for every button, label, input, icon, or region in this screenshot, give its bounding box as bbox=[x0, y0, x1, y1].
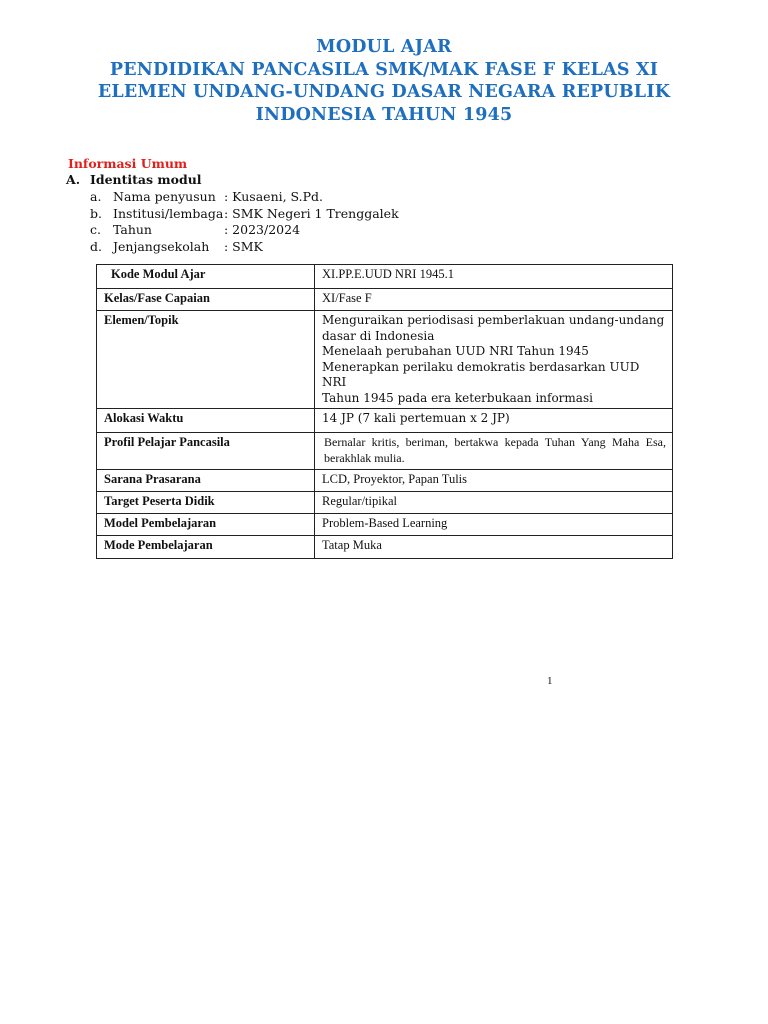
list-marker: b. bbox=[90, 205, 102, 221]
page-number: 1 bbox=[547, 675, 553, 687]
table-value: Tatap Muka bbox=[315, 536, 673, 559]
table-row bbox=[97, 265, 673, 289]
table-row bbox=[97, 470, 673, 492]
identity-label: Institusi/lembaga bbox=[113, 205, 224, 221]
list-marker: d. bbox=[90, 238, 102, 254]
table-key: Kelas/Fase Capaian bbox=[97, 289, 315, 311]
table-row bbox=[97, 409, 673, 433]
topic-line: Tahun 1945 pada era keterbukaan informasi bbox=[322, 390, 593, 405]
title-line-2: PENDIDIKAN PANCASILA SMK/MAK FASE F KELAS XI bbox=[109, 59, 659, 80]
table-key: Model Pembelajaran bbox=[97, 514, 315, 536]
table-row bbox=[97, 514, 673, 536]
identity-label: Nama penyusun bbox=[113, 189, 216, 204]
table-value-topics bbox=[315, 311, 673, 409]
subsection-heading bbox=[66, 172, 202, 187]
topic-line: Menelaah perubahan UUD NRI Tahun 1945 bbox=[322, 344, 589, 358]
table-value: 14 JP (7 kali pertemuan x 2 JP) bbox=[315, 409, 673, 433]
identity-list bbox=[90, 189, 399, 255]
table-value: XI.PP.E.UUD NRI 1945.1 bbox=[315, 265, 673, 289]
table-key: Alokasi Waktu bbox=[97, 409, 315, 433]
table-key: Elemen/Topik bbox=[97, 311, 315, 409]
table-value: Bernalar kritis, beriman, bertakwa kepada Tuhan Yang Maha Esa, berakhlak mulia. bbox=[315, 433, 673, 470]
identity-value: : SMK bbox=[224, 238, 263, 254]
subsection-marker: A. bbox=[66, 172, 81, 187]
identity-item-institution bbox=[90, 206, 399, 223]
table-key: Profil Pelajar Pancasila bbox=[97, 433, 315, 470]
module-info-table bbox=[96, 264, 673, 559]
table-row bbox=[97, 536, 673, 559]
topic-line: Menguraikan periodisasi pemberlakuan undang-undang bbox=[322, 313, 665, 327]
identity-label: Jenjangsekolah bbox=[113, 238, 210, 254]
identity-value: : Kusaeni, S.Pd. bbox=[224, 189, 324, 204]
table-key: Sarana Prasarana bbox=[97, 470, 315, 492]
title-line-3: ELEMEN UNDANG-UNDANG DASAR NEGARA REPUBLIK bbox=[97, 82, 671, 102]
table-key: Mode Pembelajaran bbox=[97, 536, 315, 559]
table-key: Target Peserta Didik bbox=[97, 492, 315, 514]
topic-line: Menerapkan perilaku demokratis berdasarkan UUD NRI bbox=[322, 359, 640, 389]
list-marker: c. bbox=[90, 222, 101, 237]
identity-value: : 2023/2024 bbox=[224, 222, 301, 237]
identity-item-year bbox=[90, 222, 399, 239]
identity-item-school-level bbox=[90, 239, 399, 256]
document-title bbox=[0, 36, 768, 126]
table-value: Problem-Based Learning bbox=[315, 514, 673, 536]
table-value: XI/Fase F bbox=[315, 289, 673, 311]
table-value: Regular/tipikal bbox=[315, 492, 673, 514]
table-row bbox=[97, 492, 673, 514]
title-line-4: INDONESIA TAHUN 1945 bbox=[255, 104, 513, 125]
table-row bbox=[97, 289, 673, 311]
list-marker: a. bbox=[90, 189, 102, 204]
section-heading: Informasi Umum bbox=[68, 156, 188, 171]
identity-value: : SMK Negeri 1 Trenggalek bbox=[224, 205, 399, 221]
topic-line: dasar di Indonesia bbox=[322, 328, 435, 343]
table-key: Kode Modul Ajar bbox=[97, 265, 315, 289]
identity-item-author bbox=[90, 189, 399, 206]
title-line-1: MODUL AJAR bbox=[316, 37, 452, 57]
table-value: LCD, Proyektor, Papan Tulis bbox=[315, 470, 673, 492]
table-row bbox=[97, 311, 673, 409]
subsection-title: Identitas modul bbox=[90, 172, 202, 187]
identity-label: Tahun bbox=[113, 222, 152, 237]
table-row bbox=[97, 433, 673, 470]
